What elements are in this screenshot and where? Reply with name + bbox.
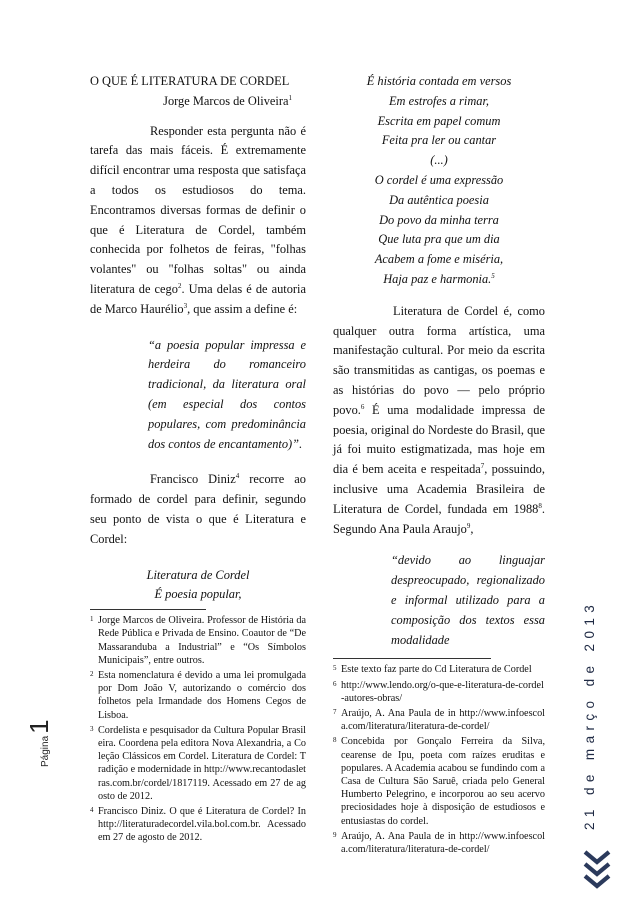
page-number-label: Página 1	[24, 719, 54, 767]
poem-line: Haja paz e harmonia.$^5$	[383, 271, 495, 286]
footnote-ref: 6	[360, 402, 365, 411]
footnote-ref: 9	[466, 521, 471, 530]
page-number: 1	[24, 719, 54, 734]
footnote: 3 Cordelista e pesquisador da Cultura Popular Brasileira. Coordena pela editora Nova Alexandria, a Coleção Clássicos em Cordel. Literatura de Cordel: Tradição e modernidade in http://www.recantodasletras.com.br/cordel/1817119. Acessado em 27 de agosto de 2012.	[90, 724, 306, 802]
footnote: 6 http://www.lendo.org/o-que-e-literatura-de-cordel-autores-obras/	[333, 679, 544, 704]
block-quote: “devido ao linguajar despreocupado, regionalizado e informal utilizado para a composição dos textos essa modalidade	[391, 553, 545, 647]
poem-line: (...)	[430, 153, 448, 168]
footnote-ref: 5	[491, 271, 495, 280]
intro-paragraph: Responder esta pergunta não é tarefa das mais fáceis. É extremamente difícil encontrar uma resposta que satisfaça a todos os estudiosos do tema. Encontramos diversas formas de definir o que é Literatura de Cordel, também conhecida por folhetos de feiras, "folhas volantes" ou "folhas soltas" ou ainda literatura de cego$^2$. Uma delas é de autoria de Marco Haurélio$^3$, que assim a define é:	[90, 123, 306, 316]
footnote-ref: 2	[177, 281, 182, 290]
poem-line: Acabem a fome e miséria,	[374, 252, 504, 267]
poem-line: Do povo da minha terra	[379, 212, 499, 227]
footnote-ref: 4	[235, 472, 240, 481]
left-column	[90, 72, 306, 847]
poem-line: Literatura de Cordel	[146, 567, 250, 582]
cordel-paragraph: Literatura de Cordel é, como qualquer outra forma artística, uma manifestação cultural. Por meio da escrita são transmitidas as cantigas, os poemas e as histórias do povo — pelo próprio povo.$^6$ É uma modalidade impressa de poesia, original do Nordeste do Brasil, que já foi muito estigmatizada, mas hoje em dia é bem aceita e respeitada$^7$, possuindo, inclusive uma Academia Brasileira de Literatura de Cordel, fundada em 1988$^8$. Segundo Ana Paula Araujo$^9$,	[333, 303, 545, 536]
article-author: Jorge Marcos de Oliveira$^1$	[163, 93, 292, 108]
poem-line: É história contada em versos	[366, 74, 512, 88]
poem-line: Da autêntica poesia	[389, 192, 489, 207]
footnote: 5 Este texto faz parte do Cd Literatura de Cordel	[333, 664, 532, 676]
poem	[333, 72, 545, 290]
footnote: 8 Concebida por Gonçalo Ferreira da Silva, cearense de Ipu, poeta com raízes eruditas e populares. A Academia acabou se fundindo com a Casa de Cultura São Saruê, criada pelo General Humberto Pelegrino, e incorporou ao seu acervo preciosidades hoje à disposição de estudiosos e entusiastas do cordel.	[333, 736, 545, 827]
footnote: 1 Jorge Marcos de Oliveira. Professor de História da Rede Pública e Privada de Ensino. Coautor de “De Massaranduba a Industrial” e “Os Símbolos Municipais”, entre outros.	[90, 615, 306, 666]
poem-excerpt	[90, 566, 306, 606]
poem-line: O cordel é uma expressão	[374, 172, 504, 187]
footnote-rule	[90, 609, 206, 610]
poem-line: Escrita em papel comum	[377, 113, 501, 128]
chevron-down-icon	[582, 848, 612, 892]
footnote: 9 Araújo, A. Ana Paula de in http://www.infoescola.com/literatura/literatura-de-cordel/	[333, 830, 545, 855]
footnotes-left	[90, 614, 306, 844]
footnote-rule	[333, 658, 491, 659]
date-text: 21 de março de 2013	[582, 599, 597, 830]
poem-line: É poesia popular,	[154, 587, 242, 602]
footnote: 4 Francisco Diniz. O que é Literatura de Cordel? In http://literaturadecordel.vila.bol.com.br. Acessado em 27 de agosto de 2012.	[90, 805, 306, 844]
footnote-ref: 8	[538, 501, 542, 510]
poem-line: Feita pra ler ou cantar	[381, 133, 497, 148]
footnote-ref: 7	[480, 462, 485, 471]
footnote-ref: 1	[288, 93, 292, 102]
footnote: 7 Araújo, A. Ana Paula de in http://www.infoescola.com/literatura/literatura-de-cordel/	[333, 707, 545, 733]
footnotes-right	[333, 663, 545, 856]
block-quote: “a poesia popular impressa e herdeira do romanceiro tradicional, da literatura oral (em especial dos contos populares, com predominância dos contos de encantamento)”.	[148, 337, 306, 451]
poem-line: Que luta pra que um dia	[378, 232, 500, 247]
poem-line: Em estrofes a rimar,	[388, 93, 490, 108]
footnote-ref: 3	[183, 301, 188, 310]
footnote: 2 Esta nomenclatura é devido a uma lei promulgada por Dom João V, autorizando o comércio dos folhetos pela Irmandade dos Homens Cegos de Lisboa.	[90, 669, 306, 721]
right-column	[333, 72, 545, 858]
diniz-paragraph: Francisco Diniz$^4$ recorre ao formado de cordel para definir, segundo seu ponto de vista o que é Literatura e Cordel:	[90, 472, 307, 546]
article-title: O QUE É LITERATURA DE CORDEL	[90, 74, 290, 88]
